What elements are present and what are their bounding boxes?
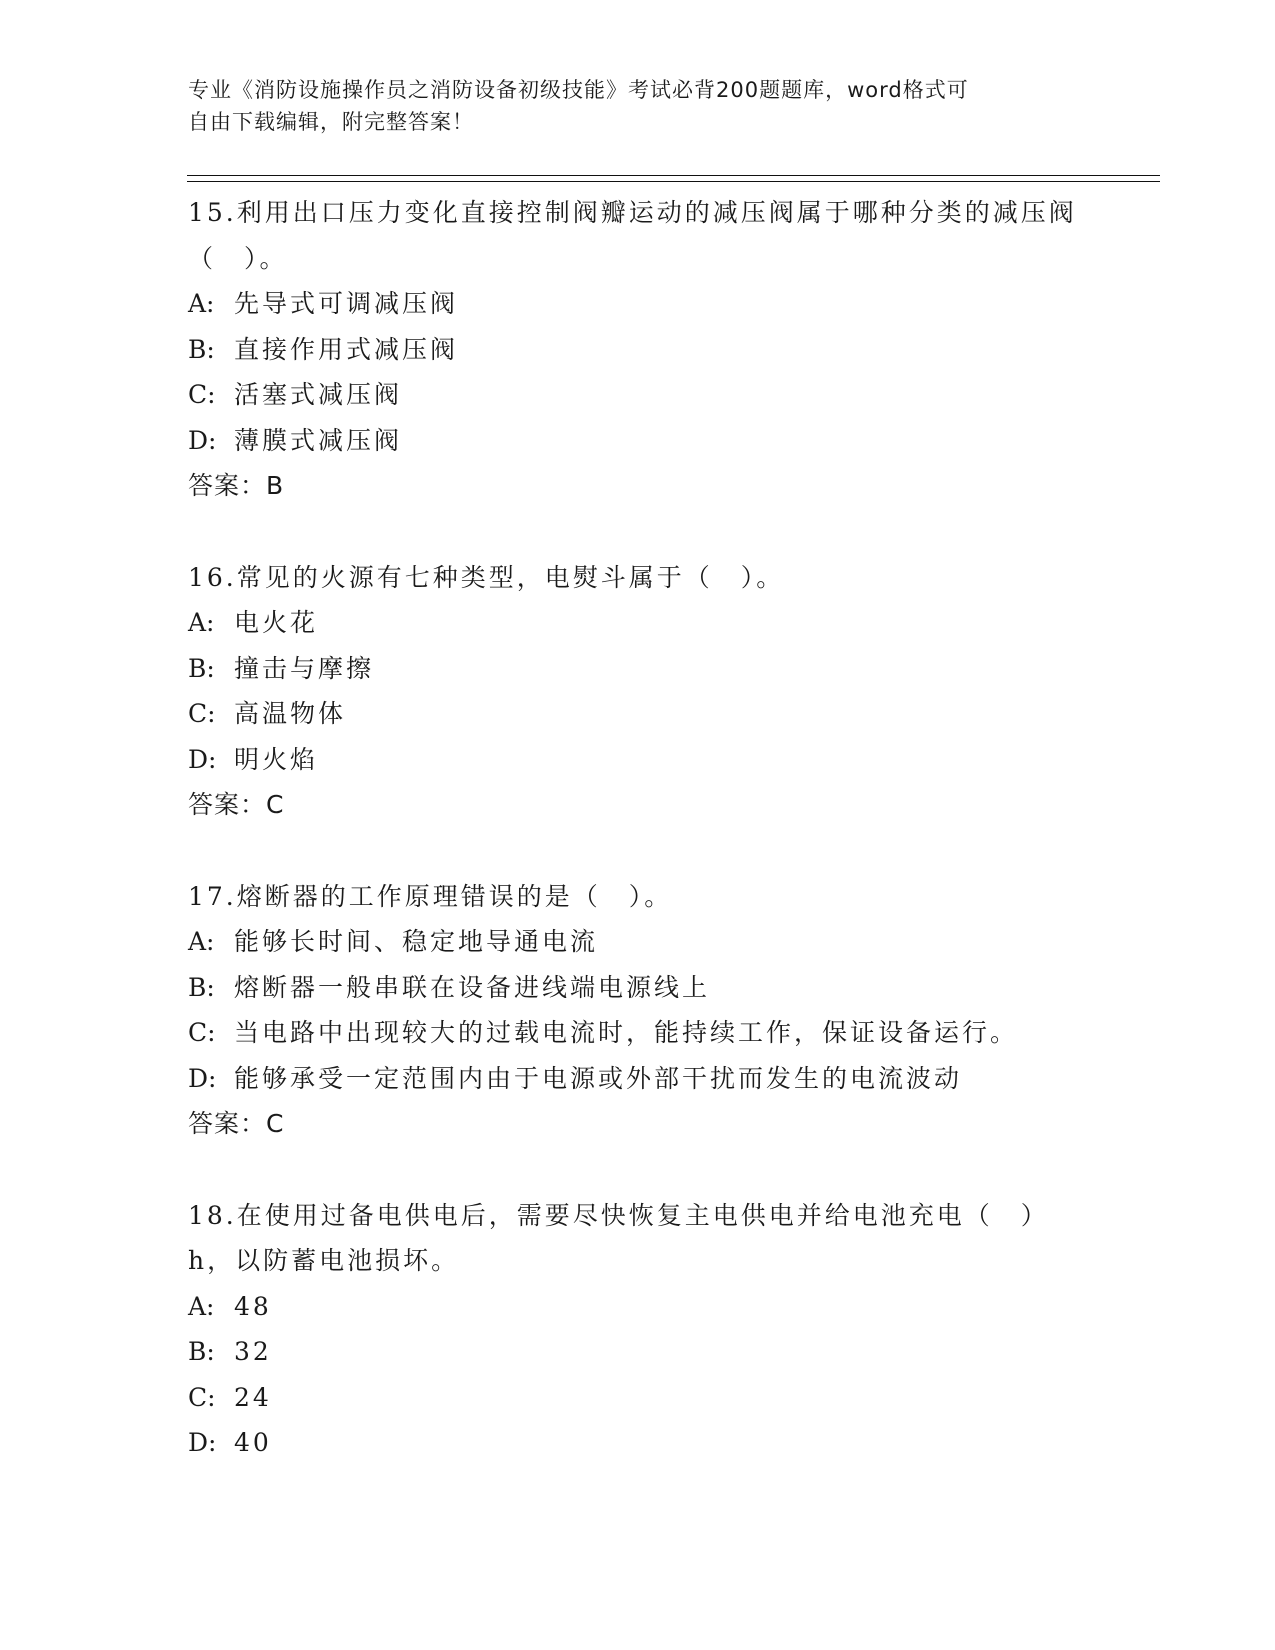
option-d: [188, 1056, 1148, 1102]
option-key: B:: [188, 334, 215, 364]
option-a: [188, 600, 1148, 646]
question-spacer: [188, 828, 1148, 874]
option-key: B:: [188, 653, 215, 683]
header-divider-top: [187, 175, 1160, 176]
option-text: 活塞式减压阀: [234, 380, 403, 409]
question-stem: 16.常见的火源有七种类型，电熨斗属于（ ）。: [188, 562, 785, 592]
question-stem: 17.熔断器的工作原理错误的是（ ）。: [188, 881, 673, 911]
option-key: D:: [188, 1063, 217, 1093]
option-text: 直接作用式减压阀: [234, 334, 459, 364]
option-a: [188, 1284, 1148, 1330]
answer-line: 答案：C: [188, 1109, 285, 1138]
option-text: 撞击与摩擦: [234, 653, 375, 683]
answer-line: 答案：B: [188, 471, 285, 500]
question-16: [188, 555, 1148, 828]
option-text: 40: [234, 1428, 272, 1457]
option-key: B:: [188, 1337, 215, 1366]
option-b: [188, 646, 1148, 692]
header-divider-bottom: [187, 181, 1160, 182]
option-c: [188, 691, 1148, 737]
question-17: [188, 874, 1148, 1147]
header-line-1: 专业《消防设施操作员之消防设备初级技能》考试必背200题题库，word格式可: [188, 78, 969, 102]
header-line-2: 自由下载编辑，附完整答案！: [188, 110, 474, 134]
option-a: [188, 919, 1148, 965]
option-key: C:: [188, 1018, 216, 1047]
question-15: [188, 190, 1148, 509]
option-c: [188, 1375, 1148, 1421]
option-key: D:: [188, 1428, 217, 1457]
question-list: [188, 190, 1148, 1466]
option-text: 48: [234, 1291, 272, 1321]
option-text: 先导式可调减压阀: [234, 289, 459, 318]
option-key: D:: [188, 425, 217, 455]
option-d: [188, 418, 1148, 464]
option-b: [188, 327, 1148, 373]
option-c: [188, 1010, 1148, 1056]
question-stem: 15.利用出口压力变化直接控制阀瓣运动的减压阀属于哪种分类的减压阀（ ）。: [188, 198, 1077, 273]
option-text: 能够承受一定范围内由于电源或外部干扰而发生的电流波动: [234, 1063, 963, 1093]
option-text: 高温物体: [234, 699, 347, 728]
option-d: [188, 1420, 1148, 1466]
option-key: A:: [188, 289, 215, 318]
option-text: 熔断器一般串联在设备进线端电源线上: [234, 972, 711, 1002]
option-key: C:: [188, 699, 216, 728]
question-stem: 18.在使用过备电供电后，需要尽快恢复主电供电并给电池充电（ ）h，以防蓄电池损坏。: [188, 1200, 1049, 1275]
question-spacer: [188, 1147, 1148, 1193]
question-18: [188, 1193, 1148, 1466]
option-text: 能够长时间、稳定地导通电流: [234, 927, 599, 956]
option-text: 32: [234, 1337, 272, 1366]
option-text: 薄膜式减压阀: [234, 425, 403, 455]
option-b: [188, 1329, 1148, 1375]
option-text: 电火花: [234, 608, 319, 637]
option-b: [188, 965, 1148, 1011]
option-key: A:: [188, 608, 215, 637]
option-text: 当电路中出现较大的过载电流时，能持续工作，保证设备运行。: [234, 1018, 1019, 1047]
option-c: [188, 372, 1148, 418]
question-spacer: [188, 509, 1148, 555]
option-a: [188, 281, 1148, 327]
option-key: B:: [188, 972, 215, 1002]
option-key: A:: [188, 927, 215, 956]
document-header: [188, 74, 1088, 138]
option-text: 明火焰: [234, 744, 319, 774]
option-key: D:: [188, 744, 217, 774]
option-key: C:: [188, 380, 216, 409]
answer-line: 答案：C: [188, 790, 285, 819]
option-d: [188, 737, 1148, 783]
option-key: C:: [188, 1382, 216, 1412]
option-text: 24: [234, 1382, 272, 1412]
option-key: A:: [188, 1291, 215, 1321]
